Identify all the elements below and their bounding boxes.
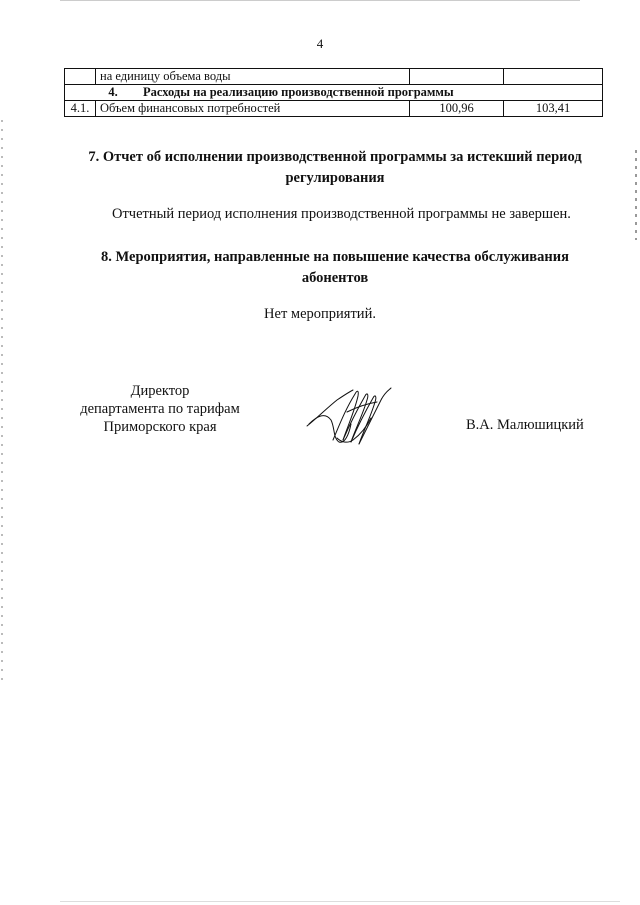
table-section-row xyxy=(65,85,603,101)
signatory-title-line1: Директор xyxy=(130,383,190,399)
page-number: 4 xyxy=(316,36,324,51)
section-number: 4. xyxy=(108,85,118,99)
table-row xyxy=(65,69,603,85)
row-number xyxy=(65,69,96,85)
program-table xyxy=(64,68,603,117)
scan-edge-bottom xyxy=(60,901,620,902)
section7-heading-line2: регулирования xyxy=(285,170,385,186)
handwritten-signature xyxy=(303,382,395,454)
signatory-title xyxy=(60,382,260,436)
section8-heading xyxy=(60,247,610,289)
section7-heading-line1: 7. Отчет об исполнении производственной программы за истекший период xyxy=(88,149,582,165)
section7-text: Отчетный период исполнения производственной программы не завершен. xyxy=(112,206,571,222)
signatory-title-line2: департамента по тарифам xyxy=(80,401,240,417)
table-row xyxy=(65,101,603,117)
section8-heading-line1: 8. Мероприятия, направленные на повышение качества обслуживания xyxy=(101,249,569,265)
row-label: на единицу объема воды xyxy=(96,69,410,85)
section-label: Расходы на реализацию производственной программы xyxy=(143,85,454,99)
row-value-2 xyxy=(504,69,603,85)
section8-text: Нет мероприятий. xyxy=(264,306,376,322)
scan-edge-right xyxy=(635,150,637,240)
row-number: 4.1. xyxy=(65,101,96,117)
scan-edge-left xyxy=(1,120,3,680)
row-value-2: 103,41 xyxy=(504,101,603,117)
row-value-1 xyxy=(410,69,504,85)
signatory-name: В.А. Малюшицкий xyxy=(466,417,584,433)
section-header-cell xyxy=(65,85,603,101)
section7-heading xyxy=(60,147,610,189)
signatory-title-line3: Приморского края xyxy=(103,419,217,435)
row-value-1: 100,96 xyxy=(410,101,504,117)
section8-heading-line2: абонентов xyxy=(301,270,369,286)
scan-edge-top xyxy=(60,0,580,1)
row-label: Объем финансовых потребностей xyxy=(96,101,410,117)
